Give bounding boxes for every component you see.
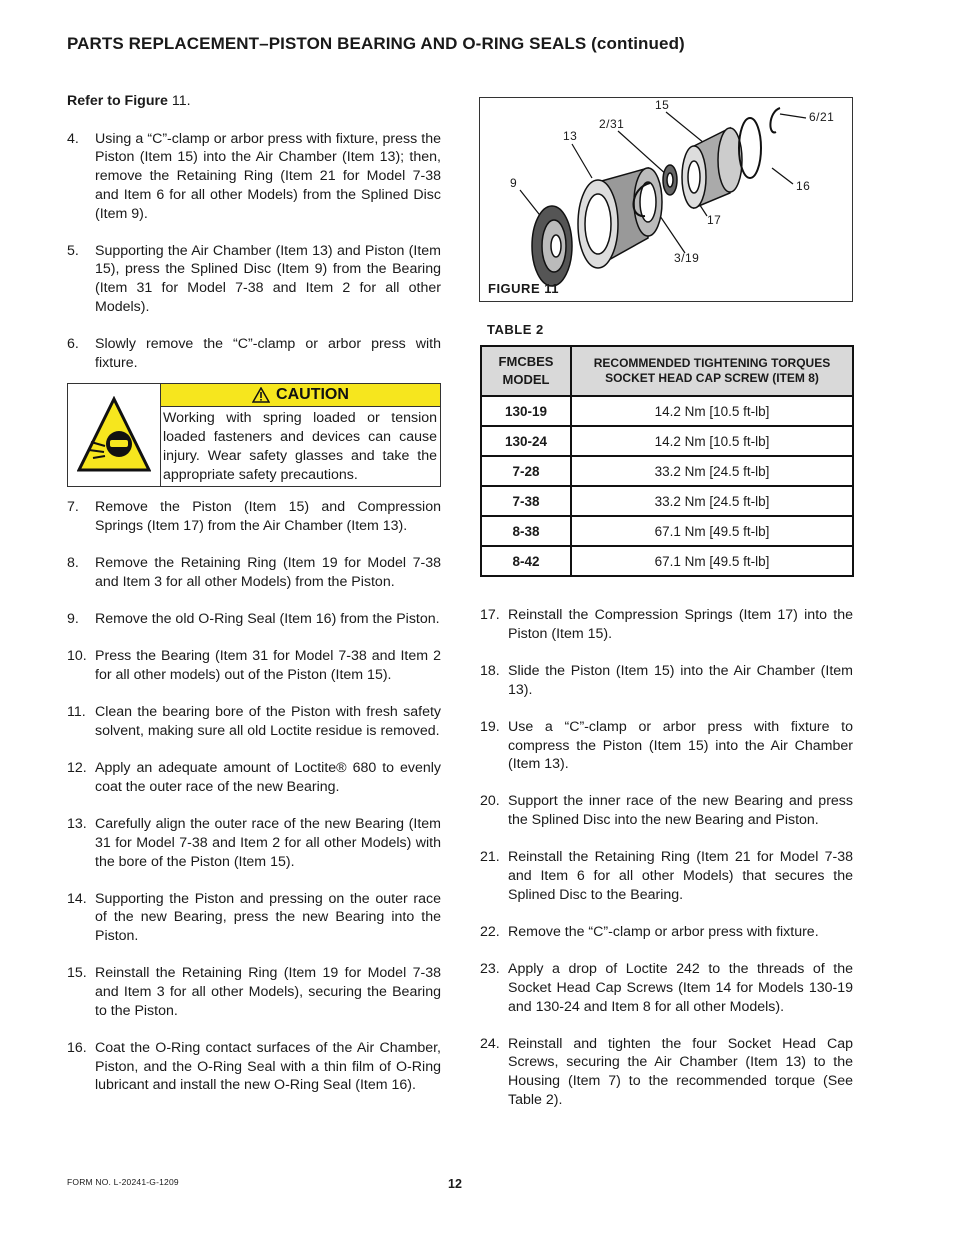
- step-text: Supporting the Air Chamber (Item 13) and Piston (Item 15), press the Splined Disc (Item 9) from the Bearing (Item 31 for Model 7-38 and Item 2 for all other Models).: [95, 242, 441, 315]
- step-number: 9.: [67, 611, 79, 628]
- list-item: [480, 606, 853, 643]
- table-row: [481, 546, 853, 576]
- list-item: [67, 554, 441, 591]
- cell-model: 130-19: [481, 396, 571, 426]
- form-number: FORM NO. L-20241-G-1209: [67, 1177, 179, 1187]
- step-number: 7.: [67, 499, 79, 516]
- table-header-row: [481, 346, 853, 396]
- caution-title: CAUTION: [276, 386, 349, 404]
- cell-torque: 67.1 Nm [49.5 ft-lb]: [571, 516, 853, 546]
- step-number: 22.: [480, 923, 500, 940]
- table-label: TABLE 2: [487, 322, 544, 337]
- list-item: [67, 890, 441, 946]
- cell-model: 8-38: [481, 516, 571, 546]
- page-title: PARTS REPLACEMENT–PISTON BEARING AND O-RING SEALS (continued): [67, 34, 685, 53]
- step-text: Supporting the Piston and pressing on the outer race of the new Bearing, press the new Bearing into the Piston.: [95, 890, 441, 945]
- list-item: [67, 964, 441, 1020]
- step-text: Support the inner race of the new Bearing and press the Splined Disc into the new Bearing and Piston.: [508, 793, 853, 829]
- list-item: [480, 960, 853, 1016]
- list-item: [480, 718, 853, 774]
- caution-box: [67, 383, 441, 487]
- step-number: 18.: [480, 662, 500, 679]
- o-ring-seal-16: [739, 118, 761, 178]
- step-text: Use a “C”-clamp or arbor press with fixture to compress the Piston (Item 15) into the Air Chamber (Item 13).: [508, 718, 853, 773]
- step-text: Apply a drop of Loctite 242 to the threads of the Socket Head Cap Screws (Item 14 for Models 130-19 and 130-24 and Item 8 for all other Models).: [508, 961, 853, 1015]
- step-text: Remove the “C”-clamp or arbor press with fixture.: [508, 923, 819, 940]
- step-number: 19.: [480, 718, 500, 735]
- caution-body: [161, 384, 440, 486]
- callout-13: 13: [563, 129, 578, 143]
- refer-label: Refer to Figure: [67, 93, 168, 109]
- step-text: Carefully align the outer race of the new Bearing (Item 31 for Model 7-38 and Item 2 for all other Models) with the bore of the Piston (Item 15).: [95, 816, 441, 870]
- step-text: Remove the Retaining Ring (Item 19 for Model 7-38 and Item 3 for all other Models) from the Piston.: [95, 555, 441, 591]
- step-text: Coat the O-Ring contact surfaces of the Air Chamber, Piston, and the O-Ring Seal with a thin film of O-Ring lubricant and install the new O-Ring Seal (Item 16).: [95, 1040, 441, 1094]
- callout-16: 16: [796, 179, 811, 193]
- step-number: 5.: [67, 242, 79, 259]
- list-item: [480, 923, 853, 942]
- table-row: [481, 516, 853, 546]
- step-text: Remove the old O-Ring Seal (Item 16) from the Piston.: [95, 611, 440, 628]
- step-text: Slowly remove the “C”-clamp or arbor press with fixture.: [95, 336, 441, 371]
- splined-disc: [532, 206, 572, 286]
- cell-torque: 67.1 Nm [49.5 ft-lb]: [571, 546, 853, 576]
- step-number: 16.: [67, 1040, 87, 1056]
- cell-model: 7-28: [481, 456, 571, 486]
- list-item: [67, 130, 441, 224]
- cell-model: 130-24: [481, 426, 571, 456]
- figure-label: FIGURE 11: [488, 281, 559, 296]
- list-item: [480, 848, 853, 904]
- cell-model: 8-42: [481, 546, 571, 576]
- list-item: [67, 703, 441, 740]
- header-model: FMCBES MODEL: [481, 346, 571, 396]
- list-item: [67, 1039, 441, 1095]
- left-column: [67, 92, 441, 1114]
- cell-torque: 14.2 Nm [10.5 ft-lb]: [571, 396, 853, 426]
- list-item: [480, 662, 853, 699]
- warning-triangle-icon: [252, 387, 270, 403]
- list-item: [480, 1035, 853, 1110]
- step-number: 12.: [67, 760, 87, 777]
- cell-torque: 33.2 Nm [24.5 ft-lb]: [571, 486, 853, 516]
- page-number: 12: [448, 1177, 462, 1191]
- step-text: Apply an adequate amount of Loctite® 680 to evenly coat the outer race of the new Bearing.: [95, 760, 441, 795]
- figure-11: [479, 97, 853, 302]
- step-text: Reinstall the Retaining Ring (Item 19 for Model 7-38 and Item 3 for all other Models), securing the Bearing to the Piston.: [95, 965, 441, 1019]
- step-text: Using a “C”-clamp or arbor press with fixture, press the Piston (Item 15) into the Air Chamber (Item 13); then, remove the Retaining Ring (Item 21 for Model 7-38 and Item 6 for all other Models) from the Splined Disc (Item 9).: [95, 130, 441, 222]
- caution-message: Working with spring loaded or tension loaded fasteners and devices can cause injury. Wear safety glasses and take the appropriate safety precautions.: [163, 410, 437, 483]
- step-text: Remove the Piston (Item 15) and Compression Springs (Item 17) from the Air Chamber (Item 13).: [95, 499, 441, 535]
- table-row: [481, 456, 853, 486]
- retaining-ring-6-21: [770, 108, 780, 132]
- exploded-parts-illustration: [480, 98, 852, 301]
- piston: [682, 128, 742, 208]
- cell-model: 7-38: [481, 486, 571, 516]
- torque-table: [480, 345, 854, 577]
- table-row: [481, 426, 853, 456]
- step-number: 20.: [480, 793, 500, 810]
- list-item: [67, 759, 441, 796]
- bearing: [663, 165, 677, 195]
- step-number: 11.: [67, 704, 86, 721]
- header-torque-line-1: RECOMMENDED TIGHTENING TORQUES: [593, 356, 831, 370]
- step-number: 23.: [480, 961, 500, 978]
- step-text: Slide the Piston (Item 15) into the Air Chamber (Item 13).: [508, 662, 853, 698]
- step-number: 17.: [480, 607, 500, 623]
- step-number: 13.: [67, 816, 87, 833]
- callout-15: 15: [655, 98, 670, 112]
- step-number: 8.: [67, 555, 79, 572]
- refer-figure-line: [67, 92, 441, 111]
- callout-17: 17: [707, 213, 722, 227]
- list-item: [480, 792, 853, 829]
- table-row: [481, 396, 853, 426]
- callout-2-31: 2/31: [599, 117, 625, 131]
- safety-glasses-warning-icon: [68, 384, 161, 486]
- list-item: [67, 335, 441, 372]
- list-item: [67, 242, 441, 317]
- list-item: [67, 815, 441, 871]
- header-torque: [571, 346, 853, 396]
- header-torque-line-2: SOCKET HEAD CAP SCREW (ITEM 8): [605, 371, 819, 385]
- table-row: [481, 486, 853, 516]
- callout-3-19: 3/19: [674, 251, 700, 265]
- cell-torque: 14.2 Nm [10.5 ft-lb]: [571, 426, 853, 456]
- right-column: [480, 606, 853, 1128]
- step-text: Press the Bearing (Item 31 for Model 7-38 and Item 2 for all other models) out of the Piston (Item 15).: [95, 648, 441, 684]
- list-item: [67, 647, 441, 684]
- step-number: 14.: [67, 890, 87, 907]
- step-text: Reinstall the Compression Springs (Item 17) into the Piston (Item 15).: [508, 607, 853, 642]
- step-number: 21.: [480, 849, 500, 866]
- step-number: 10.: [67, 648, 87, 665]
- step-number: 4.: [67, 130, 79, 147]
- callout-9: 9: [510, 176, 518, 190]
- list-item: [67, 498, 441, 535]
- cell-torque: 33.2 Nm [24.5 ft-lb]: [571, 456, 853, 486]
- step-number: 6.: [67, 336, 79, 353]
- step-text: Reinstall and tighten the four Socket Head Cap Screws, securing the Air Chamber (Item 13) to the Housing (Item 7) to the recommended torque (See Table 2).: [508, 1035, 853, 1108]
- step-number: 24.: [480, 1035, 500, 1052]
- list-item: [67, 610, 441, 629]
- step-text: Clean the bearing bore of the Piston with fresh safety solvent, making sure all old Loctite residue is removed.: [95, 704, 441, 740]
- step-text: Reinstall the Retaining Ring (Item 21 for Model 7-38 and Item 6 for all other Models) that secures the Splined Disc to the Bearing.: [508, 849, 853, 903]
- refer-target: 11.: [171, 93, 191, 109]
- step-number: 15.: [67, 965, 87, 982]
- caution-header: [161, 384, 440, 407]
- callout-6-21: 6/21: [809, 110, 835, 124]
